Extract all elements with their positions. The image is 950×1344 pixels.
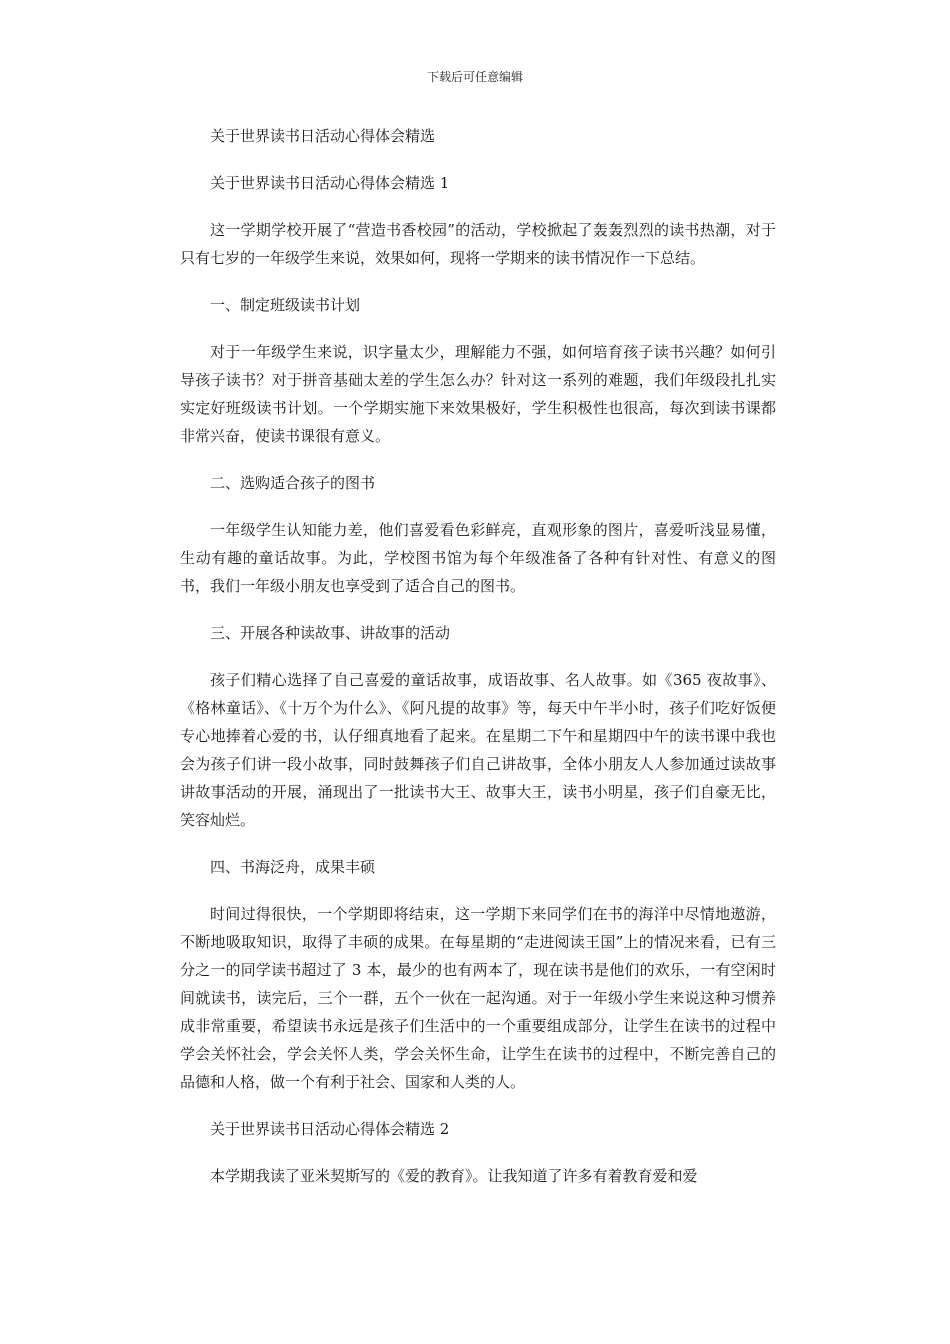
paragraph: 这一学期学校开展了“营造书香校园”的活动，学校掀起了轰轰烈烈的读书热潮，对于只有七岁的一年级学生来说，效果如何，现将一学期来的读书情况作一下总结。 xyxy=(180,221,776,267)
subheading-plan: 一、制定班级读书计划 xyxy=(210,296,361,314)
section-title-1: 关于世界读书日活动心得体会精选 1 xyxy=(210,174,450,192)
subheading-books: 二、选购适合孩子的图书 xyxy=(210,474,376,492)
document-title: 关于世界读书日活动心得体会精选 xyxy=(210,127,436,145)
paragraph: 对于一年级学生来说，识字量太少，理解能力不强，如何培育孩子读书兴趣？如何引导孩子读书？对于拼音基础太差的学生怎么办？针对这一系列的难题，我们年级段扎扎实实定好班级读书计划。一个学期实施下来效果极好，学生积极性也很高，每次到读书课都非常兴奋，使读书课很有意义。 xyxy=(180,343,776,445)
page-header: 下载后可任意编辑 xyxy=(426,70,523,84)
document-body xyxy=(180,122,776,1209)
paragraph: 本学期我读了亚米契斯写的《爱的教育》。让我知道了许多有着教育爱和爱 xyxy=(210,1167,698,1185)
subheading-activities: 三、开展各种读故事、讲故事的活动 xyxy=(210,624,451,642)
paragraph: 一年级学生认知能力差，他们喜爱看色彩鲜亮，直观形象的图片，喜爱听浅显易懂，生动有趣的童话故事。为此，学校图书馆为每个年级准备了各种有针对性、有意义的图书，我们一年级小朋友也享受到了适合自己的图书。 xyxy=(180,521,776,595)
section-title-2: 关于世界读书日活动心得体会精选 2 xyxy=(210,1120,450,1138)
subheading-results: 四、书海泛舟，成果丰硕 xyxy=(210,858,376,876)
paragraph: 孩子们精心选择了自己喜爱的童话故事，成语故事、名人故事。如《365 夜故事》、《格林童话》、《十万个为什么》、《阿凡提的故事》等，每天中午半小时，孩子们吃好饭便专心地捧着心爱的书，认仔细真地看了起来。在星期二下午和星期四中午的读书课中我也会为孩子们讲一段小故事，同时鼓舞孩子们自己讲故事，全体小朋友人人参加通过读故事讲故事活动的开展，涌现出了一批读书大王、故事大王，读书小明星，孩子们自豪无比，笑容灿烂。 xyxy=(180,671,776,829)
paragraph: 时间过得很快，一个学期即将结束，这一学期下来同学们在书的海洋中尽情地遨游，不断地吸取知识，取得了丰硕的成果。在每星期的“走进阅读王国”上的情况来看，已有三分之一的同学读书超过了 3 本，最少的也有两本了，现在读书是他们的欢乐，一有空闲时间就读书，读完后，三个一群，五个一伙在一起沟通。对于一年级小学生来说这种习惯养成非常重要，希望读书永远是孩子们生活中的一个重要组成部分，让学生在读书的过程中学会关怀社会，学会关怀人类，学会关怀生命，让学生在读书的过程中，不断完善自己的品德和人格，做一个有利于社会、国家和人类的人。 xyxy=(180,905,776,1091)
